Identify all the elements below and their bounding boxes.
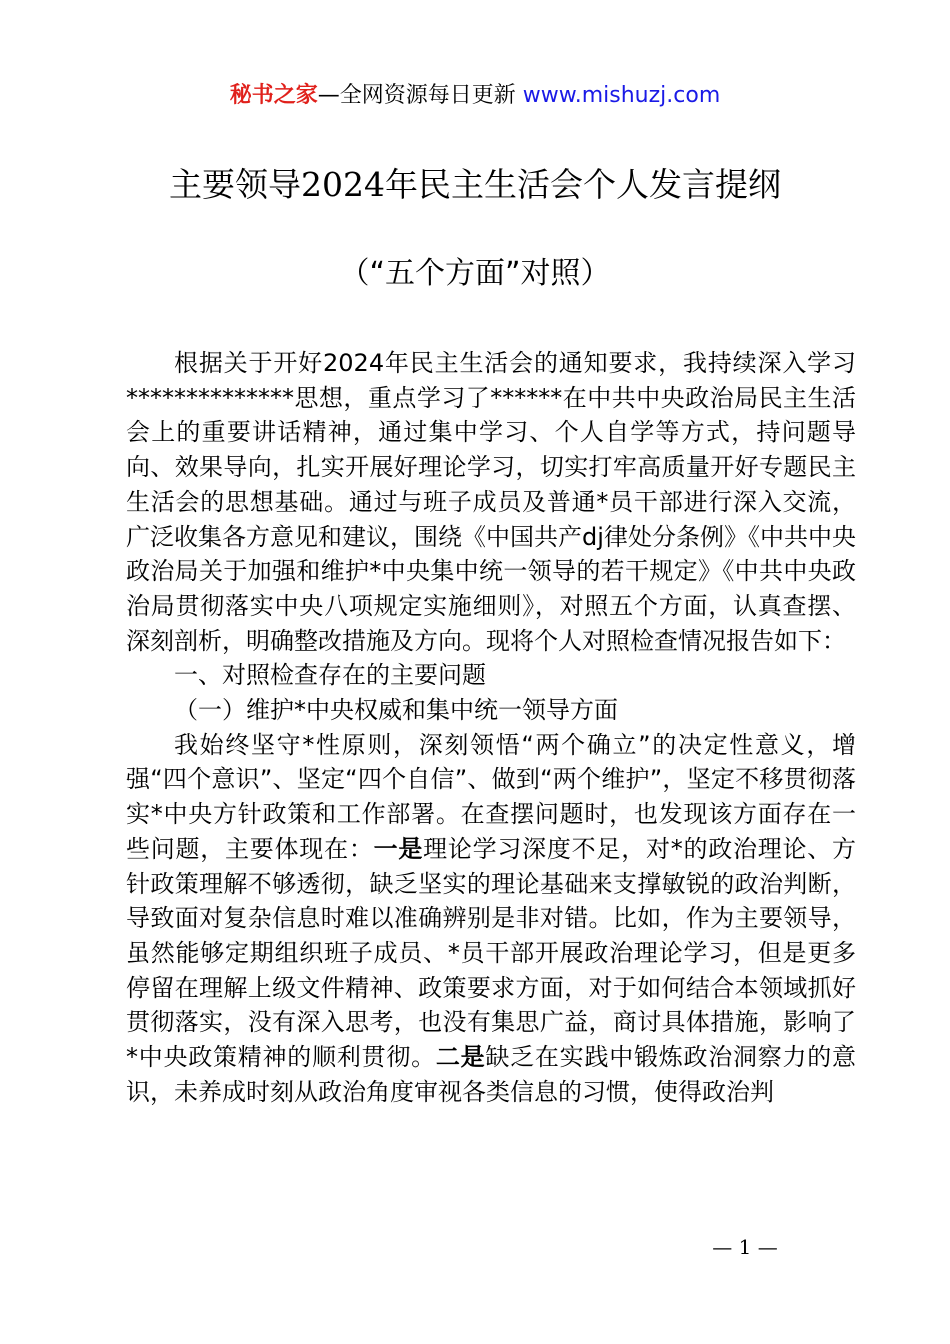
page-number: — 1 — (712, 1235, 778, 1259)
point-marker-2: 二是 (435, 1043, 486, 1072)
paragraph-text: 理论学习深度不足，对*的政治理论、方针政策理解不够透彻，缺乏坚实的理论基础来支撑敏锐的政治判断，导致面对复杂信息时难以准确辨别是非对错。比如，作为主要领导，虽然能够定期组织班子成员、*员干部开展政治理论学习，但是更多停留在理解上级文件精神、政策要求方面，对于如何结合本领域抓好贯彻落实，没有深入思考，也没有集思广益，商讨具体措施，影响了*中央政策精神的顺利贯彻。 (126, 834, 857, 1072)
body-paragraph (126, 728, 856, 1110)
site-url[interactable]: www.mishuzj.com (522, 83, 721, 108)
subsection-heading: （一）维护*中央权威和集中统一领导方面 (174, 696, 618, 725)
point-marker-1: 一是 (373, 834, 424, 863)
intro-paragraph: 根据关于开好2024年民主生活会的通知要求，我持续深入学习**************思想，重点学习了******在中共中央政治局民主生活会上的重要讲话精神，通过集中学习、个人自学等方式，持问题导向、效果导向，扎实开展好理论学习，切实打牢高质量开好专题民主生活会的思想基础。通过与班子成员及普通*员干部进行深入交流，广泛收集各方意见和建议，围绕《中国共产dj律处分条例》《中共中央政治局关于加强和维护*中央集中统一领导的若干规定》《中共中央政治局贯彻落实中央八项规定实施细则》，对照五个方面，认真查摆、深刻剖析，明确整改措施及方向。现将个人对照检查情况报告如下： (126, 349, 856, 655)
paragraph-text: 我始终坚守*性原则，深刻领悟“两个确立”的决定性意义，增强“四个意识”、坚定“四个自信”、做到“两个维护”，坚定不移贯彻落实*中央方针政策和工作部署。在查摆问题时，也发现该方面存在一些问题，主要体现在： (126, 730, 856, 863)
document-subtitle: （“五个方面”对照） (339, 256, 611, 291)
document-body (126, 346, 856, 1109)
site-brand: 秘书之家 (229, 83, 318, 108)
site-tagline: —全网资源每日更新 (317, 83, 523, 108)
paragraph-text: 缺乏在实践中锻炼政治洞察力的意识，未养成时刻从政治角度审视各类信息的习惯，使得政治判 (126, 1043, 857, 1106)
site-header (0, 80, 950, 112)
section-heading: 一、对照检查存在的主要问题 (174, 661, 486, 690)
document-title: 主要领导2024年民主生活会个人发言提纲 (169, 165, 781, 204)
